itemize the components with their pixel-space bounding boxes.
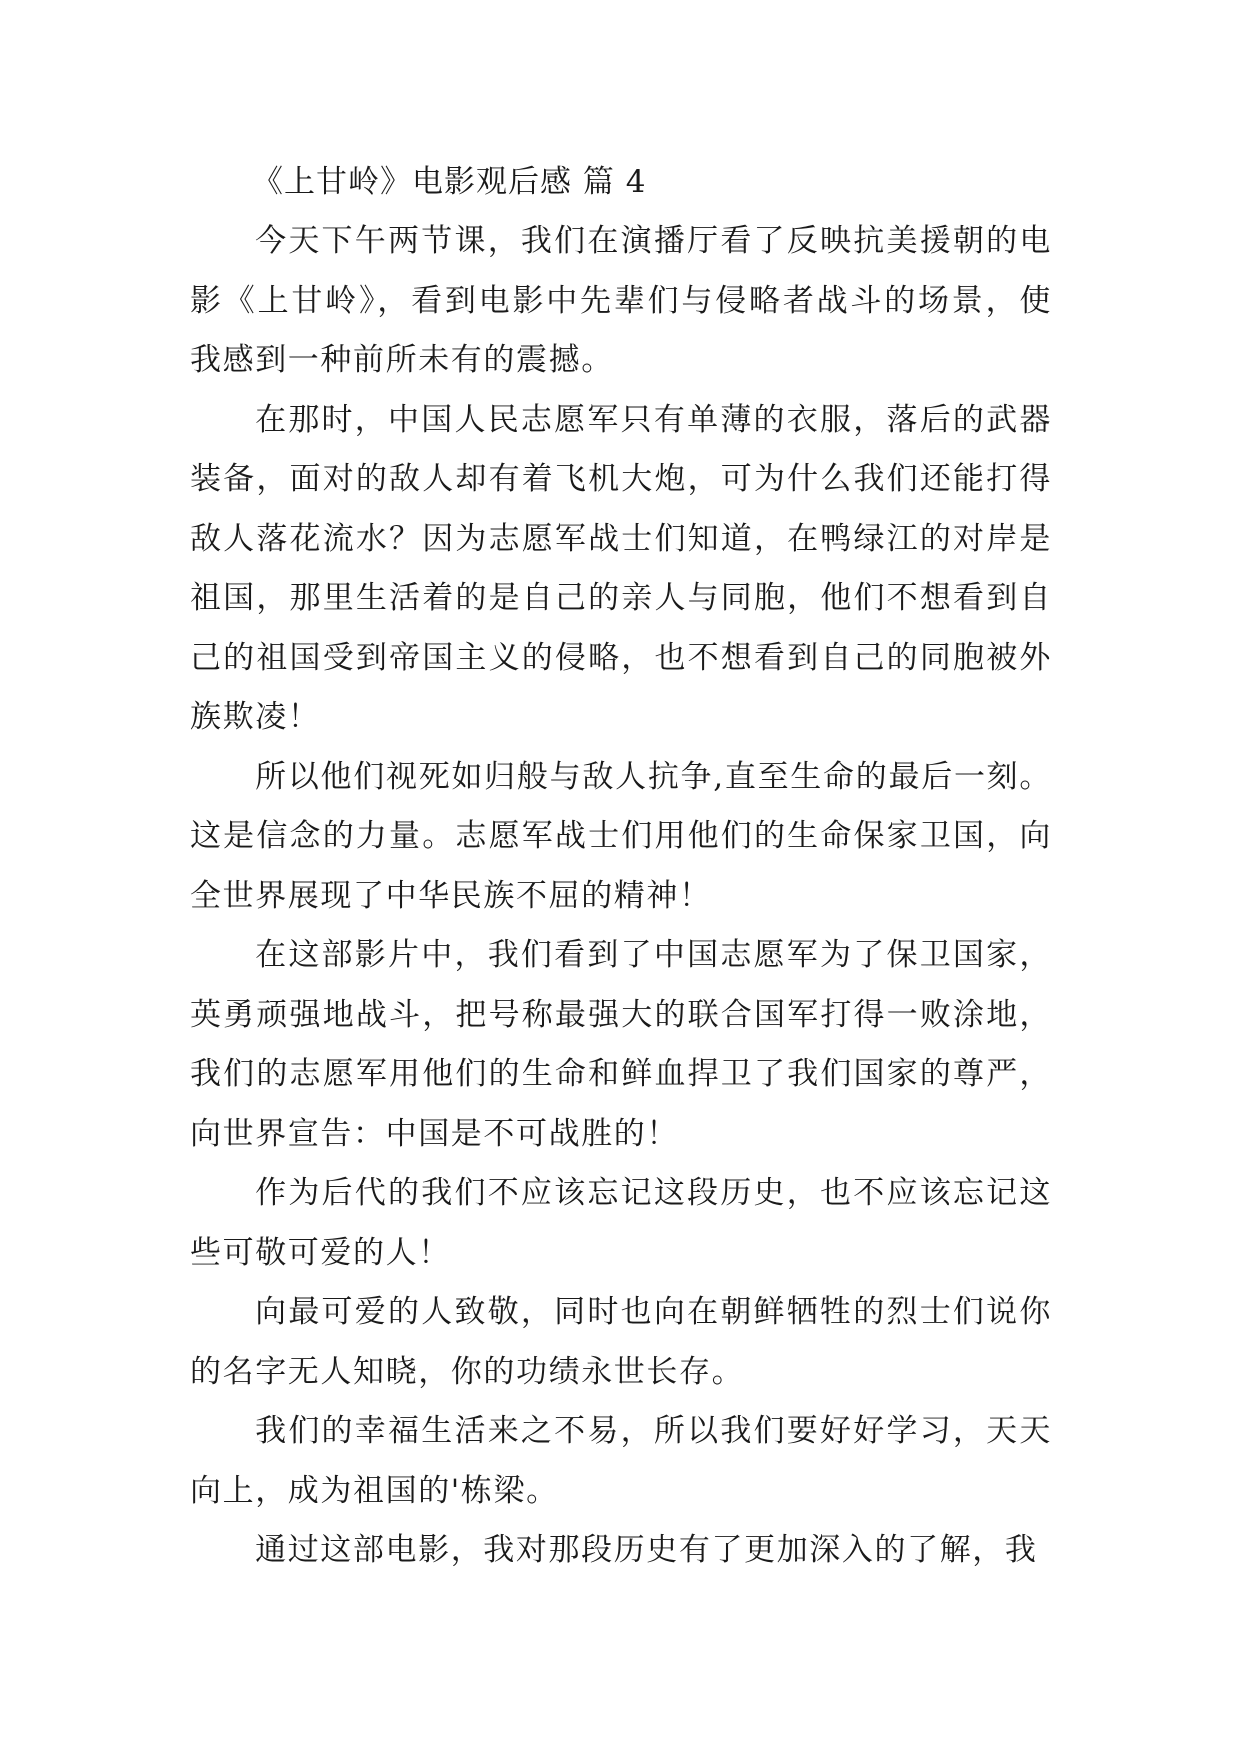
document-body bbox=[190, 153, 1052, 1581]
paragraph: 今天下午两节课，我们在演播厅看了反映抗美援朝的电影《上甘岭》，看到电影中先辈们与侵略者战斗的场景，使我感到一种前所未有的震撼。 bbox=[190, 223, 1052, 378]
paragraph: 所以他们视死如归般与敌人抗争,直至生命的最后一刻。这是信念的力量。志愿军战士们用他们的生命保家卫国，向全世界展现了中华民族不屈的精神！ bbox=[190, 758, 1052, 914]
paragraph: 我们的幸福生活来之不易，所以我们要好好学习，天天向上，成为祖国的'栋梁。 bbox=[190, 1413, 1052, 1509]
document-title: 《上甘岭》电影观后感 篇 4 bbox=[252, 164, 647, 200]
paragraph: 作为后代的我们不应该忘记这段历史，也不应该忘记这些可敬可爱的人！ bbox=[190, 1175, 1052, 1271]
paragraph: 在那时，中国人民志愿军只有单薄的衣服，落后的武器装备，面对的敌人却有着飞机大炮，可为什么我们还能打得敌人落花流水？因为志愿军战士们知道，在鸭绿江的对岸是祖国，那里生活着的是自己的亲人与同胞，他们不想看到自己的祖国受到帝国主义的侵略，也不想看到自己的同胞被外族欺凌！ bbox=[190, 401, 1052, 735]
paragraph: 通过这部电影，我对那段历史有了更加深入的了解，我 bbox=[255, 1532, 1038, 1568]
paragraph: 向最可爱的人致敬，同时也向在朝鲜牺牲的烈士们说你的名字无人知晓，你的功绩永世长存。 bbox=[190, 1294, 1052, 1390]
paragraph: 在这部影片中，我们看到了中国志愿军为了保卫国家，英勇顽强地战斗，把号称最强大的联合国军打得一败涂地，我们的志愿军用他们的生命和鲜血捍卫了我们国家的尊严，向世界宣告：中国是不可战胜的！ bbox=[190, 937, 1052, 1152]
